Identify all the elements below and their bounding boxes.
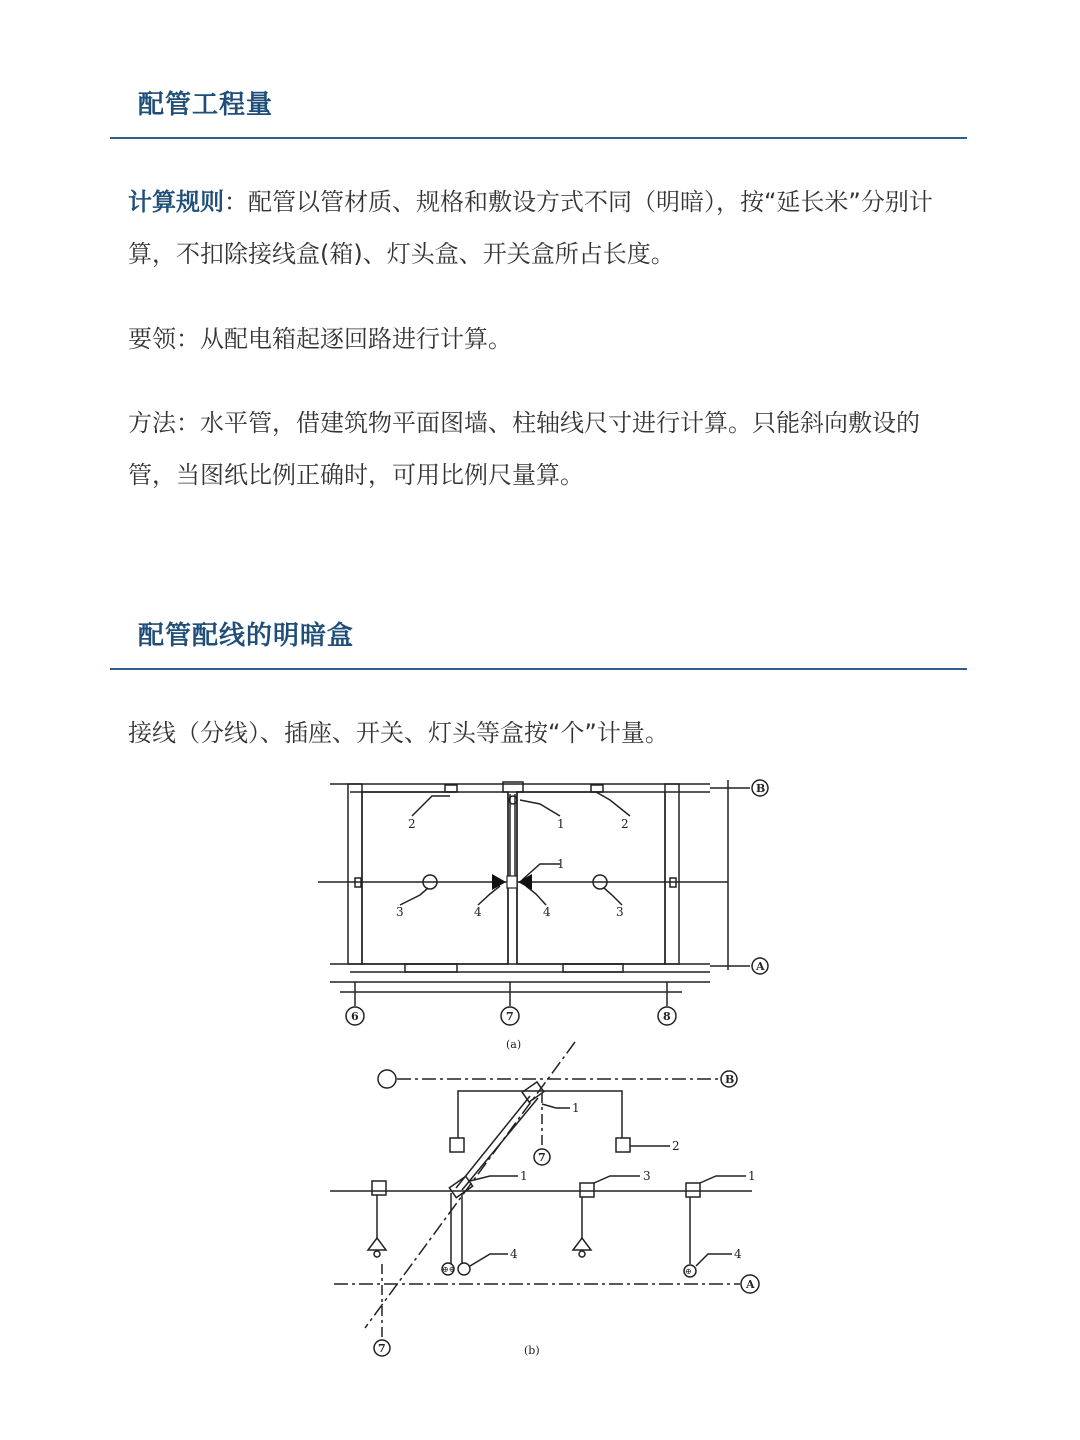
callout-label: 4 bbox=[734, 1247, 742, 1261]
axis-label: 7 bbox=[506, 1010, 514, 1023]
callout-label: 1 bbox=[557, 817, 565, 831]
callout-label: 3 bbox=[643, 1169, 651, 1183]
callout-label: 3 bbox=[396, 905, 404, 919]
section-divider bbox=[110, 668, 967, 670]
axis-label: 8 bbox=[663, 1010, 671, 1023]
section-title-boxes: 配管配线的明暗盒 bbox=[138, 621, 355, 651]
axis-label: 6 bbox=[351, 1010, 359, 1023]
figure-b-isometric-diagram bbox=[320, 1038, 780, 1368]
callout-label: 2 bbox=[408, 817, 416, 831]
callout-label: 4 bbox=[474, 905, 482, 919]
key-points-paragraph: 要领：从配电箱起逐回路进行计算。 bbox=[128, 325, 512, 353]
section-title-conduit: 配管工程量 bbox=[138, 90, 274, 120]
figure-a-plan-diagram bbox=[310, 770, 790, 1060]
callout-label: 1 bbox=[557, 857, 565, 871]
socket-mark: ⊕ bbox=[685, 1267, 692, 1276]
method-paragraph: 方法：水平管，借建筑物平面图墙、柱轴线尺寸进行计算。只能斜向敷设的管，当图纸比例正确时，可用比例尺量算。 bbox=[128, 409, 920, 489]
callout-label: 1 bbox=[748, 1169, 756, 1183]
section-divider bbox=[110, 137, 967, 139]
axis-label: 7 bbox=[538, 1151, 546, 1164]
figure-caption: (b) bbox=[524, 1344, 540, 1357]
calculation-rule-paragraph bbox=[128, 176, 958, 280]
callout-label: 2 bbox=[672, 1139, 680, 1153]
axis-label: 7 bbox=[378, 1342, 386, 1355]
axis-label: B bbox=[725, 1073, 735, 1086]
socket-mark: ⊕⊕ bbox=[442, 1265, 456, 1274]
callout-label: 2 bbox=[621, 817, 629, 831]
callout-label: 3 bbox=[616, 905, 624, 919]
callout-label: 1 bbox=[520, 1169, 528, 1183]
axis-label: A bbox=[746, 1278, 755, 1291]
callout-label: 1 bbox=[572, 1101, 580, 1115]
boxes-paragraph: 接线（分线）、插座、开关、灯头等盒按“个”计量。 bbox=[128, 719, 669, 747]
axis-label: A bbox=[756, 960, 765, 973]
calculation-rule-label: 计算规则 bbox=[128, 188, 224, 216]
calculation-rule-text: ：配管以管材质、规格和敷设方式不同（明暗），按“延长米”分别计算，不扣除接线盒(箱)、灯头盒、开关盒所占长度。 bbox=[128, 188, 933, 268]
axis-label: B bbox=[756, 782, 766, 795]
callout-label: 4 bbox=[543, 905, 551, 919]
figure-caption: (a) bbox=[506, 1038, 522, 1051]
callout-label: 4 bbox=[510, 1247, 518, 1261]
